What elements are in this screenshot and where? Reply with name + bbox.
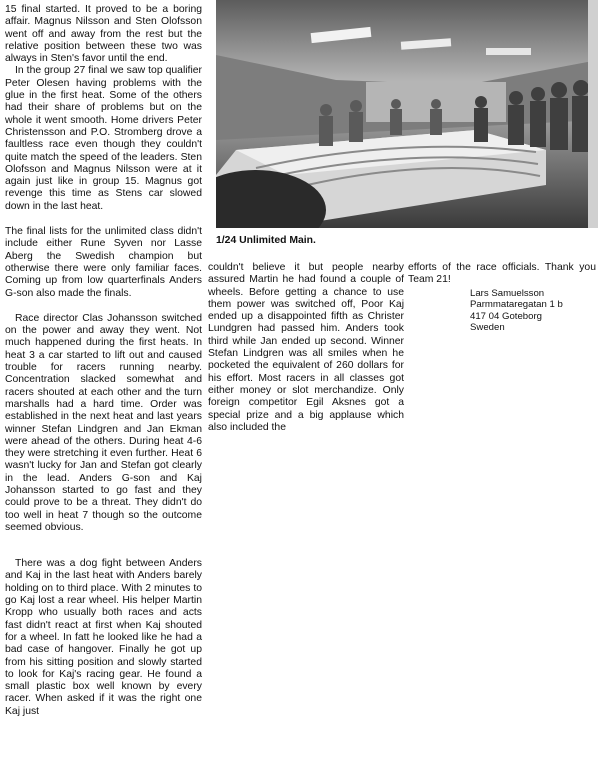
- paragraph: efforts of the race officials. Thank you Team 21!: [408, 262, 596, 286]
- author-name: Lars Samuelsson: [470, 288, 545, 299]
- author-signature: [470, 288, 563, 334]
- paragraph: The final lists for the unlimited class didn't include either Rune Syven nor Lasse Aberg the Swedish champion but otherwise there were only familiar faces. Coming up from low quarterfinals Anders G-son also made the finals.: [5, 226, 202, 299]
- photo-caption: 1/24 Unlimited Main.: [216, 235, 316, 246]
- race-photo: [216, 0, 598, 228]
- author-postal: 417 04 Goteborg: [470, 310, 543, 322]
- paragraph: 15 final started. It proved to be a boring affair. Magnus Nilsson and Sten Olofsson went off and away from the rest but the relative position between these two was always in Sten's favor until the end.: [5, 4, 202, 65]
- article-column-2: [208, 262, 404, 434]
- article-column-3: [408, 262, 596, 287]
- paragraph: In the group 27 final we saw top qualifier Peter Olesen having problems with the glue in the first heat. Some of the others had their share of problems but on the whole it went smooth. Home drivers Peter Christensson and P.O. Stromberg drove a faultless race even though they couldn't quite match the speed of the leaders. Sten Olofsson and Magnus Nilsson were at it again just like in group 15. Magnus got revenge this time as Stens car slowed down in the last heat.: [5, 65, 202, 212]
- paragraph: couldn't believe it but people nearby assured Martin he had found a couple of wheels. Before getting a chance to use them power was switched off, Poor Kaj ended up a disappointed fifth as Christer Lundgren had passed him. Anders took third while Jan ended up second. Winner Stefan Lindgren was all smiles when he pocketed the equivalent of 260 dollars for his effort. Most racers in all classes got either money or slot merchandize. Only foreign competitor Egil Aksnes got a special prize and a big applause which also included the: [208, 262, 404, 433]
- paragraph: Race director Clas Johansson switched on the power and away they went. Not much happened during the first heats. In heat 3 a car started to lift out and caused trouble for racers running nearby. Concentration slacked somewhat and racers shouted at each other and the turn marshalls had a hard time. Order was established in the next heat and last years winner Stefan Lindgren and Jan Ekman were ahead of the others. During heat 4-6 they were stretching it even further. Heat 6 wasn't lucky for Jan and Stefan got clearly in the lead. Anders G-son and Kaj Johansson started to go fast and they could prove to be a threat. They didn't do too well in heat 7 though so the outcome seemed obvious.: [5, 312, 202, 533]
- article-column-1: [5, 4, 202, 718]
- author-street: Parmmataregatan 1 b: [470, 299, 563, 311]
- paragraph: There was a dog fight between Anders and Kaj in the last heat with Anders barely holding on to third place. With 2 minutes to go Kaj lost a rear wheel. His helper Martin Kropp who usually both races and acts fast didn't react at first when Kaj shouted for a wheel. In fatt he looked like he had a bad case of hangover. Finally he got up from his sitting position and slowly started to look for Kaj's racing gear. He found a small plastic box well known by every racer. When asked if it was the right one Kaj just: [5, 558, 202, 717]
- author-country: Sweden: [470, 322, 505, 334]
